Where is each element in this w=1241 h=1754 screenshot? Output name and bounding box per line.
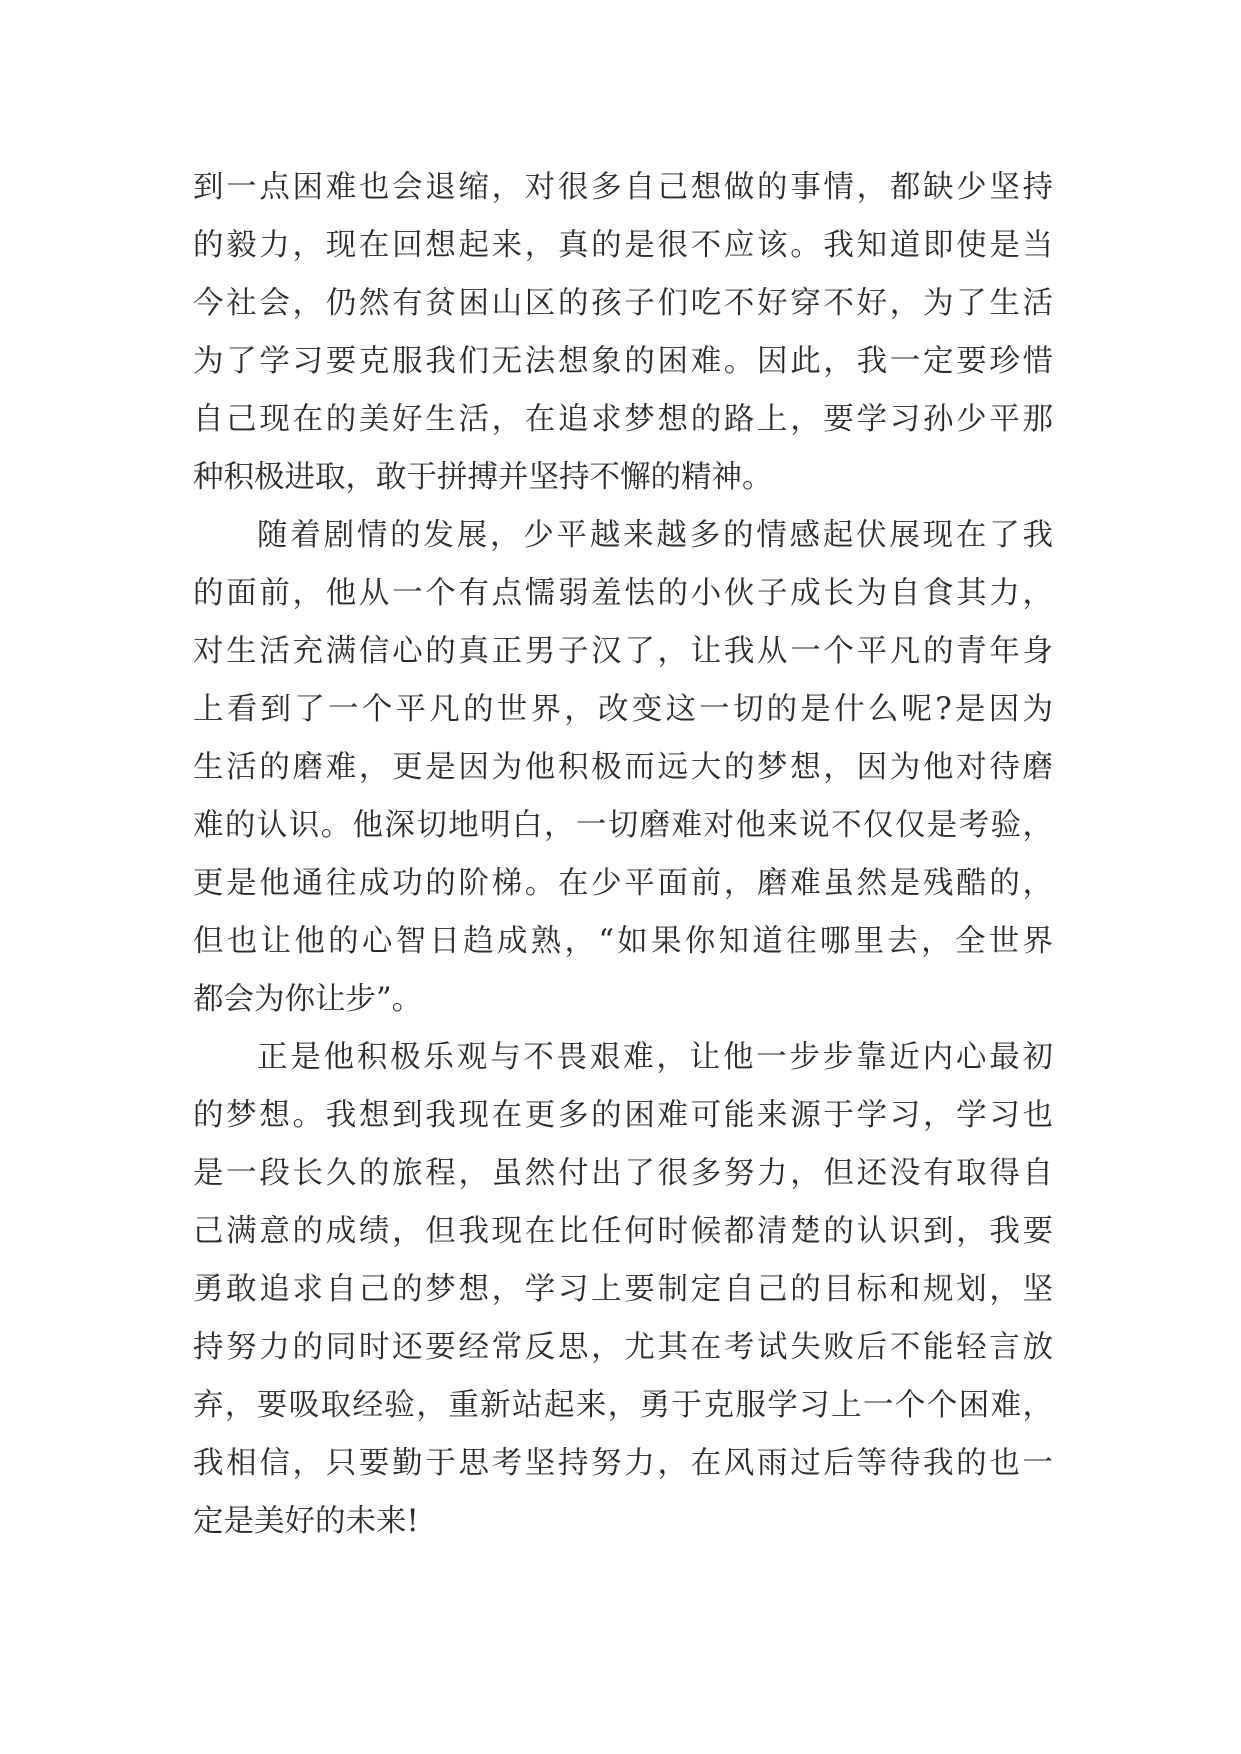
paragraph-3 [193,1029,1053,1551]
text-line: 我相信，只要勤于思考坚持努力，在风雨过后等待我的也一 [193,1446,1053,1481]
text-line: 的毅力，现在回想起来，真的是很不应该。我知道即使是当 [193,228,1053,263]
paragraph-2 [193,507,1053,1029]
text-line: 的梦想。我想到我现在更多的困难可能来源于学习，学习也 [193,1098,1053,1133]
text-line: 但也让他的心智日趋成熟，“如果你知道往哪里去，全世界 [193,924,1053,959]
paragraph-1 [193,159,1053,507]
text-line: 都会为你让步”。 [193,982,423,1017]
text-line: 生活的磨难，更是因为他积极而远大的梦想，因为他对待磨 [193,750,1053,785]
text-line: 己满意的成绩，但我现在比任何时候都清楚的认识到，我要 [193,1214,1053,1249]
text-line: 对生活充满信心的真正男子汉了，让我从一个平凡的青年身 [193,634,1053,669]
text-line: 为了学习要克服我们无法想象的困难。因此，我一定要珍惜 [193,344,1053,379]
text-line: 定是美好的未来! [193,1504,419,1539]
text-line: 弃，要吸取经验，重新站起来，勇于克服学习上一个个困难， [193,1388,1053,1423]
text-line: 到一点困难也会退缩，对很多自己想做的事情，都缺少坚持 [193,170,1053,205]
text-line: 今社会，仍然有贫困山区的孩子们吃不好穿不好，为了生活 [193,286,1053,321]
text-line: 上看到了一个平凡的世界，改变这一切的是什么呢?是因为 [193,692,1053,727]
text-line: 是一段长久的旅程，虽然付出了很多努力，但还没有取得自 [193,1156,1053,1191]
text-line: 正是他积极乐观与不畏艰难，让他一步步靠近内心最初 [257,1040,1053,1075]
text-line: 持努力的同时还要经常反思，尤其在考试失败后不能轻言放 [193,1330,1053,1365]
document-body [193,159,1053,1551]
text-line: 自己现在的美好生活，在追求梦想的路上，要学习孙少平那 [193,402,1053,437]
text-line: 随着剧情的发展，少平越来越多的情感起伏展现在了我 [257,518,1053,553]
text-line: 更是他通往成功的阶梯。在少平面前，磨难虽然是残酷的， [193,866,1053,901]
text-line: 种积极进取，敢于拼搏并坚持不懈的精神。 [193,460,773,495]
text-line: 难的认识。他深切地明白，一切磨难对他来说不仅仅是考验， [193,808,1053,843]
text-line: 勇敢追求自己的梦想，学习上要制定自己的目标和规划，坚 [193,1272,1053,1307]
text-line: 的面前，他从一个有点懦弱羞怯的小伙子成长为自食其力， [193,576,1053,611]
